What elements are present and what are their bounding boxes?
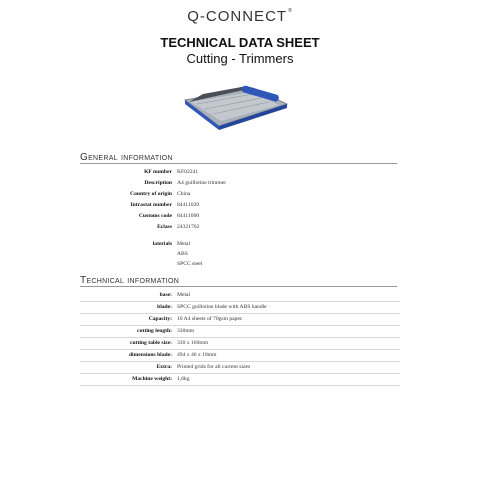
table-row (80, 222, 400, 233)
materials-row (80, 239, 400, 269)
general-information-heading: General information (80, 152, 173, 163)
table-row (80, 167, 400, 178)
material-item: SPCC steel (177, 261, 203, 267)
field-label: Capacity: (148, 316, 172, 322)
guillotine-trimmer-image (183, 82, 293, 132)
field-label: cutting length: (137, 328, 172, 334)
table-row (80, 302, 400, 314)
brand-logo (0, 8, 480, 25)
field-label: Customs code (138, 213, 172, 219)
field-value: 494 x 46 x 18mm (177, 352, 217, 358)
technical-section-divider (80, 286, 397, 287)
field-value: 1,6kg (177, 376, 190, 382)
table-row (80, 290, 400, 302)
table-row (80, 326, 400, 338)
table-row (80, 211, 400, 222)
field-label: base: (159, 292, 172, 298)
field-value: KF02241 (177, 169, 199, 175)
field-label: Extra: (156, 364, 172, 370)
table-row (80, 374, 400, 386)
page-subtitle: Cutting - Trimmers (186, 51, 294, 66)
technical-information-heading: Technical information (80, 275, 180, 286)
general-info-table (80, 167, 400, 269)
field-value: A4 guillotine trimmer (177, 180, 227, 186)
field-value: 10 A4 sheets of 70gsm paper. (177, 316, 243, 322)
table-row (80, 338, 400, 350)
page-title: TECHNICAL DATA SHEET (160, 35, 320, 50)
field-value: 24321702 (177, 224, 200, 230)
table-row (80, 314, 400, 326)
field-label: Machine weight: (132, 376, 172, 382)
field-value: 330mm (177, 328, 195, 334)
field-value: 84411000 (177, 213, 200, 219)
field-label: cutting table size: (130, 340, 172, 346)
field-label: Intrastat number (130, 202, 172, 208)
table-row (80, 200, 400, 211)
field-value: China (177, 191, 191, 197)
field-label: KF number (144, 169, 172, 175)
field-value: SPCC guillotine blade with ABS handle (177, 304, 267, 310)
field-value: Printed grids for all current sizes (177, 364, 251, 370)
table-row (80, 189, 400, 200)
trademark-symbol: ® (288, 8, 293, 14)
material-item: ABS (177, 251, 188, 257)
field-label: dimensions blade: (128, 352, 172, 358)
table-row (80, 362, 400, 374)
field-value: 330 x 160mm (177, 340, 209, 346)
field-value: Metal (177, 292, 191, 298)
field-label: Description (144, 180, 172, 186)
field-label: Country of origin (130, 191, 172, 197)
logo-text: Q-CONNECT (187, 8, 288, 25)
field-label: blade: (157, 304, 172, 310)
general-section-divider (80, 163, 397, 164)
technical-info-table (80, 290, 400, 386)
field-label: Eclass (157, 224, 172, 230)
material-item: Metal (177, 241, 191, 247)
materials-label: laterials (152, 241, 172, 247)
field-value: 84411020 (177, 202, 200, 208)
materials-list (177, 239, 202, 269)
table-row (80, 350, 400, 362)
table-row (80, 178, 400, 189)
